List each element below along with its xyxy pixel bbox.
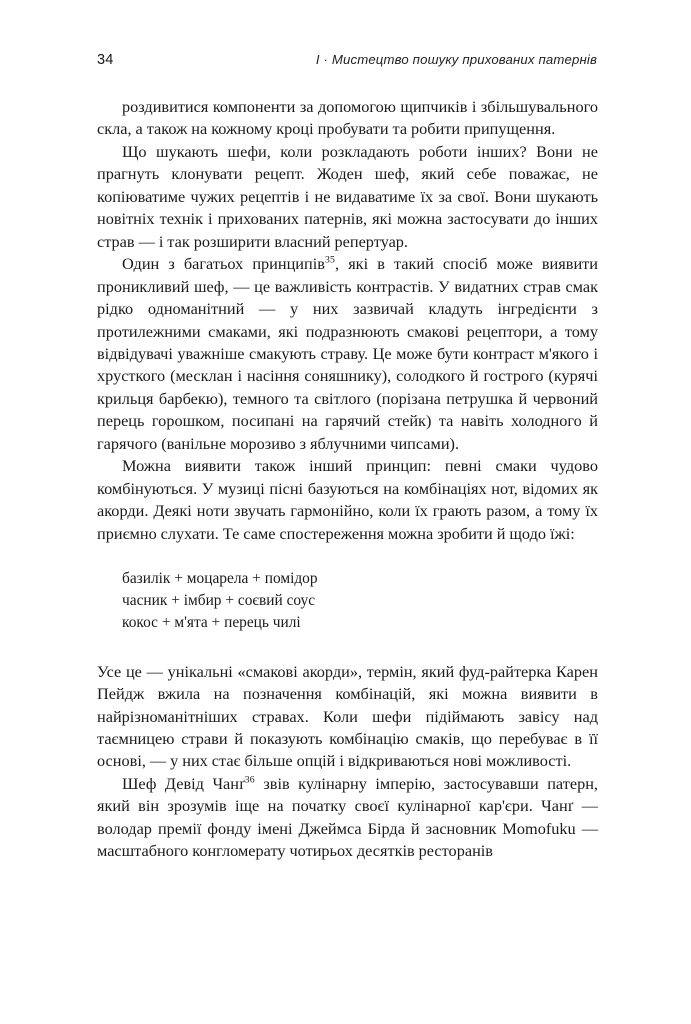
page-number: 34 bbox=[97, 52, 114, 68]
paragraph-david-chang bbox=[97, 773, 598, 863]
paragraph-text-tail: звів кулінарну імперію, застосувавши патерн, який він зрозумів іще на початку своєї кулінарної кар'єри. Чанґ — володар премії фонду імені Джеймса Бірда й засновник Momofuku — масштабного конгломерату чотирьох десятків ресторанів bbox=[97, 773, 599, 861]
paragraph-text-lead: Шеф Девід Чанґ bbox=[122, 773, 245, 793]
flavour-chord-line: часник + імбир + соєвий соус bbox=[122, 592, 316, 610]
paragraph-what-chefs-look-for: Що шукають шефи, коли розкладають роботи інших? Вони не прагнуть клонувати рецепт. Жоден шеф, який себе поважає, не копіюватиме чужих рецептів і не видаватиме їх за свої. Вони шукають новітніх технік і прихованих патернів, які можна застосувати до інших страв — і так розширити власний репертуар. bbox=[97, 141, 598, 251]
body-text-column bbox=[97, 96, 598, 863]
page-header bbox=[97, 53, 597, 73]
flavour-chord-block bbox=[97, 568, 598, 635]
flavour-chord-line: базилік + моцарела + помідор bbox=[122, 570, 318, 588]
paragraph-continuation: роздивитися компоненти за допомогою щипчиків і збільшувального скла, а також на кожному кроці пробувати та робити припущення. bbox=[97, 97, 598, 139]
footnote-marker-36[interactable]: 36 bbox=[244, 774, 255, 786]
paragraph-text-tail: , які в такий спосіб може виявити проникливий шеф, — це важливість контрастів. У видатних страв смак рідко одноманітний — у них зазвичай кладуть інгредієнти з протилежними смаками, які подразнюють смакові рецептори, а тому відвідувачі уважніше смакують страву. Це може бути контраст м'якого і хрусткого (месклан і насіння соняшнику), солодкого й гострого (курячі крильця барбекю), темного та світлого (порізана петрушка й червоний перець горошком, посипані на гарячий стейк) та навіть холодного й гарячого (ванільне морозиво з яблучними чипсами). bbox=[97, 254, 598, 453]
footnote-marker-35[interactable]: 35 bbox=[324, 254, 336, 266]
flavour-chord-line: кокос + м'ята + перець чилі bbox=[122, 614, 301, 632]
paragraph-contrast-principle bbox=[97, 253, 598, 455]
paragraph-flavour-chords: Усе це — унікальні «смакові акорди», термін, який фуд-райтерка Карен Пейдж вжила на позначення комбінацій, які можна виявити в найрізноманітніших стравах. Коли шефи підіймають завісу над таємницею страви й показують комбінацію смаків, що перебуває в її основі, — у них стає більше опцій і відкриваються нові можливості. bbox=[97, 661, 598, 771]
paragraph-flavour-combinations: Можна виявити також інший принцип: певні смаки чудово комбінуються. У музиці пісні базуються на комбінаціях нот, відомих як акорди. Деякі ноти звучать гармонійно, коли їх грають разом, а тому їх приємно слухати. Те саме спостереження можна зробити й щодо їжі: bbox=[97, 456, 598, 543]
running-head: I · Мистецтво пошуку прихованих патернів bbox=[315, 52, 597, 67]
paragraph-text-lead: Один з багатьох принципів bbox=[122, 254, 325, 274]
